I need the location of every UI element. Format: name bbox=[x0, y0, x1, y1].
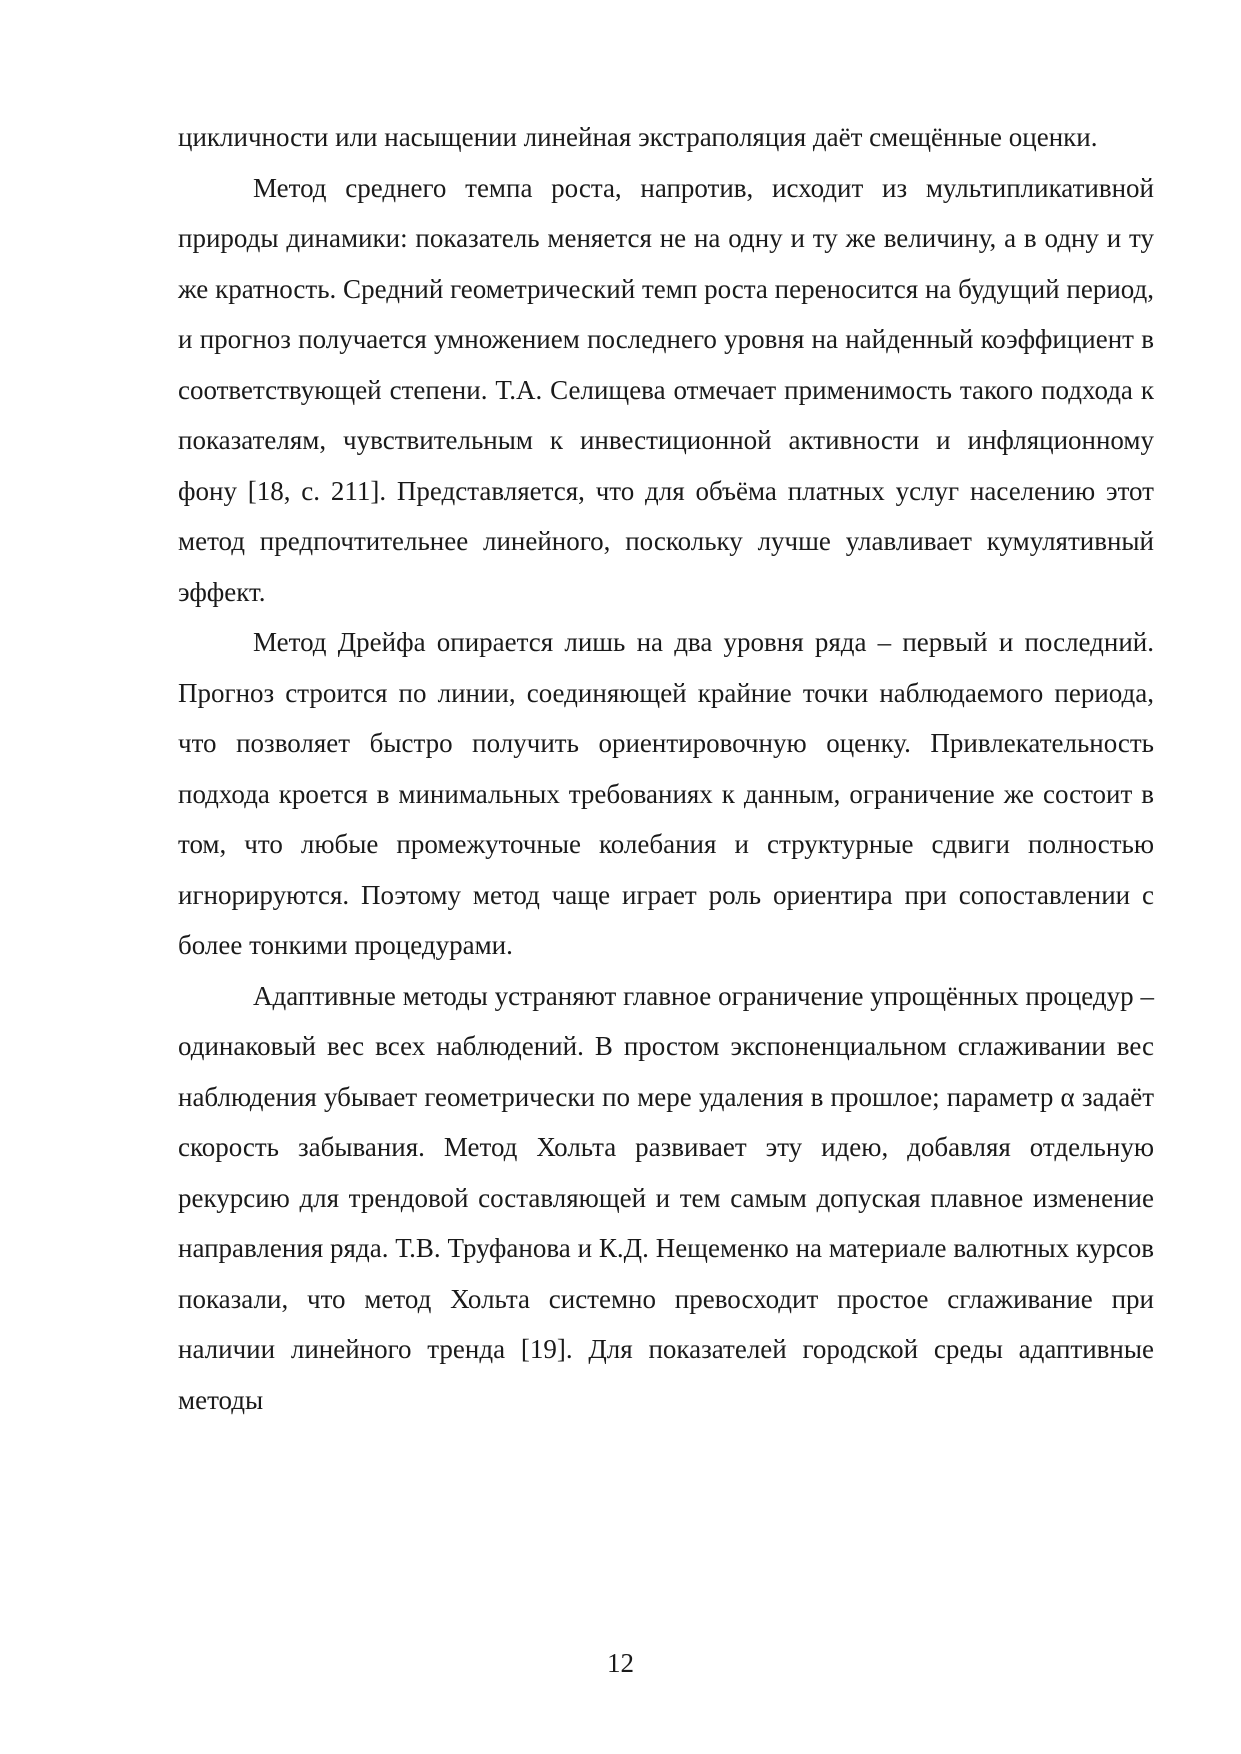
page-number: 12 bbox=[607, 1648, 634, 1678]
paragraph-average-growth-rate: Метод среднего темпа роста, напротив, исходит из мультипликативной природы динамики: показатель меняется не на одну и ту же величину, а в одну и ту же кратность. Средний геометрический темп роста переносится на будущий период, и прогноз получается умножением последнего уровня на найденный коэффициент в соответствующей степени. Т.А. Селищева отмечает применимость такого подхода к показателям, чувствительным к инвестиционной активности и инфляционному фону [18, с. 211]. Представляется, что для объёма платных услуг населению этот метод предпочтительнее линейного, поскольку лучше улавливает кумулятивный эффект. bbox=[178, 172, 1154, 607]
paragraph-drift-method: Метод Дрейфа опирается лишь на два уровня ряда – первый и последний. Прогноз строится по линии, соединяющей крайние точки наблюдаемого периода, что позволяет быстро получить ориентировочную оценку. Привлекательность подхода кроется в минимальных требованиях к данным, ограничение же состоит в том, что любые промежуточные колебания и структурные сдвиги полностью игнорируются. Поэтому метод чаще играет роль ориентира при сопоставлении с более тонкими процедурами. bbox=[178, 627, 1154, 960]
paragraph-adaptive-methods: Адаптивные методы устраняют главное ограничение упрощённых процедур – одинаковый вес всех наблюдений. В простом экспоненциальном сглаживании вес наблюдения убывает геометрически по мере удаления в прошлое; параметр α задаёт скорость забывания. Метод Хольта развивает эту идею, добавляя отдельную рекурсию для трендовой составляющей и тем самым допуская плавное изменение направления ряда. Т.В. Труфанова и К.Д. Нещеменко на материале валютных курсов показали, что метод Хольта системно превосходит простое сглаживание при наличии линейного тренда [19]. Для показателей городской среды адаптивные методы bbox=[178, 980, 1154, 1415]
paragraph-continuation: цикличности или насыщении линейная экстраполяция даёт смещённые оценки. bbox=[178, 122, 1098, 152]
body-text bbox=[178, 112, 1154, 1425]
